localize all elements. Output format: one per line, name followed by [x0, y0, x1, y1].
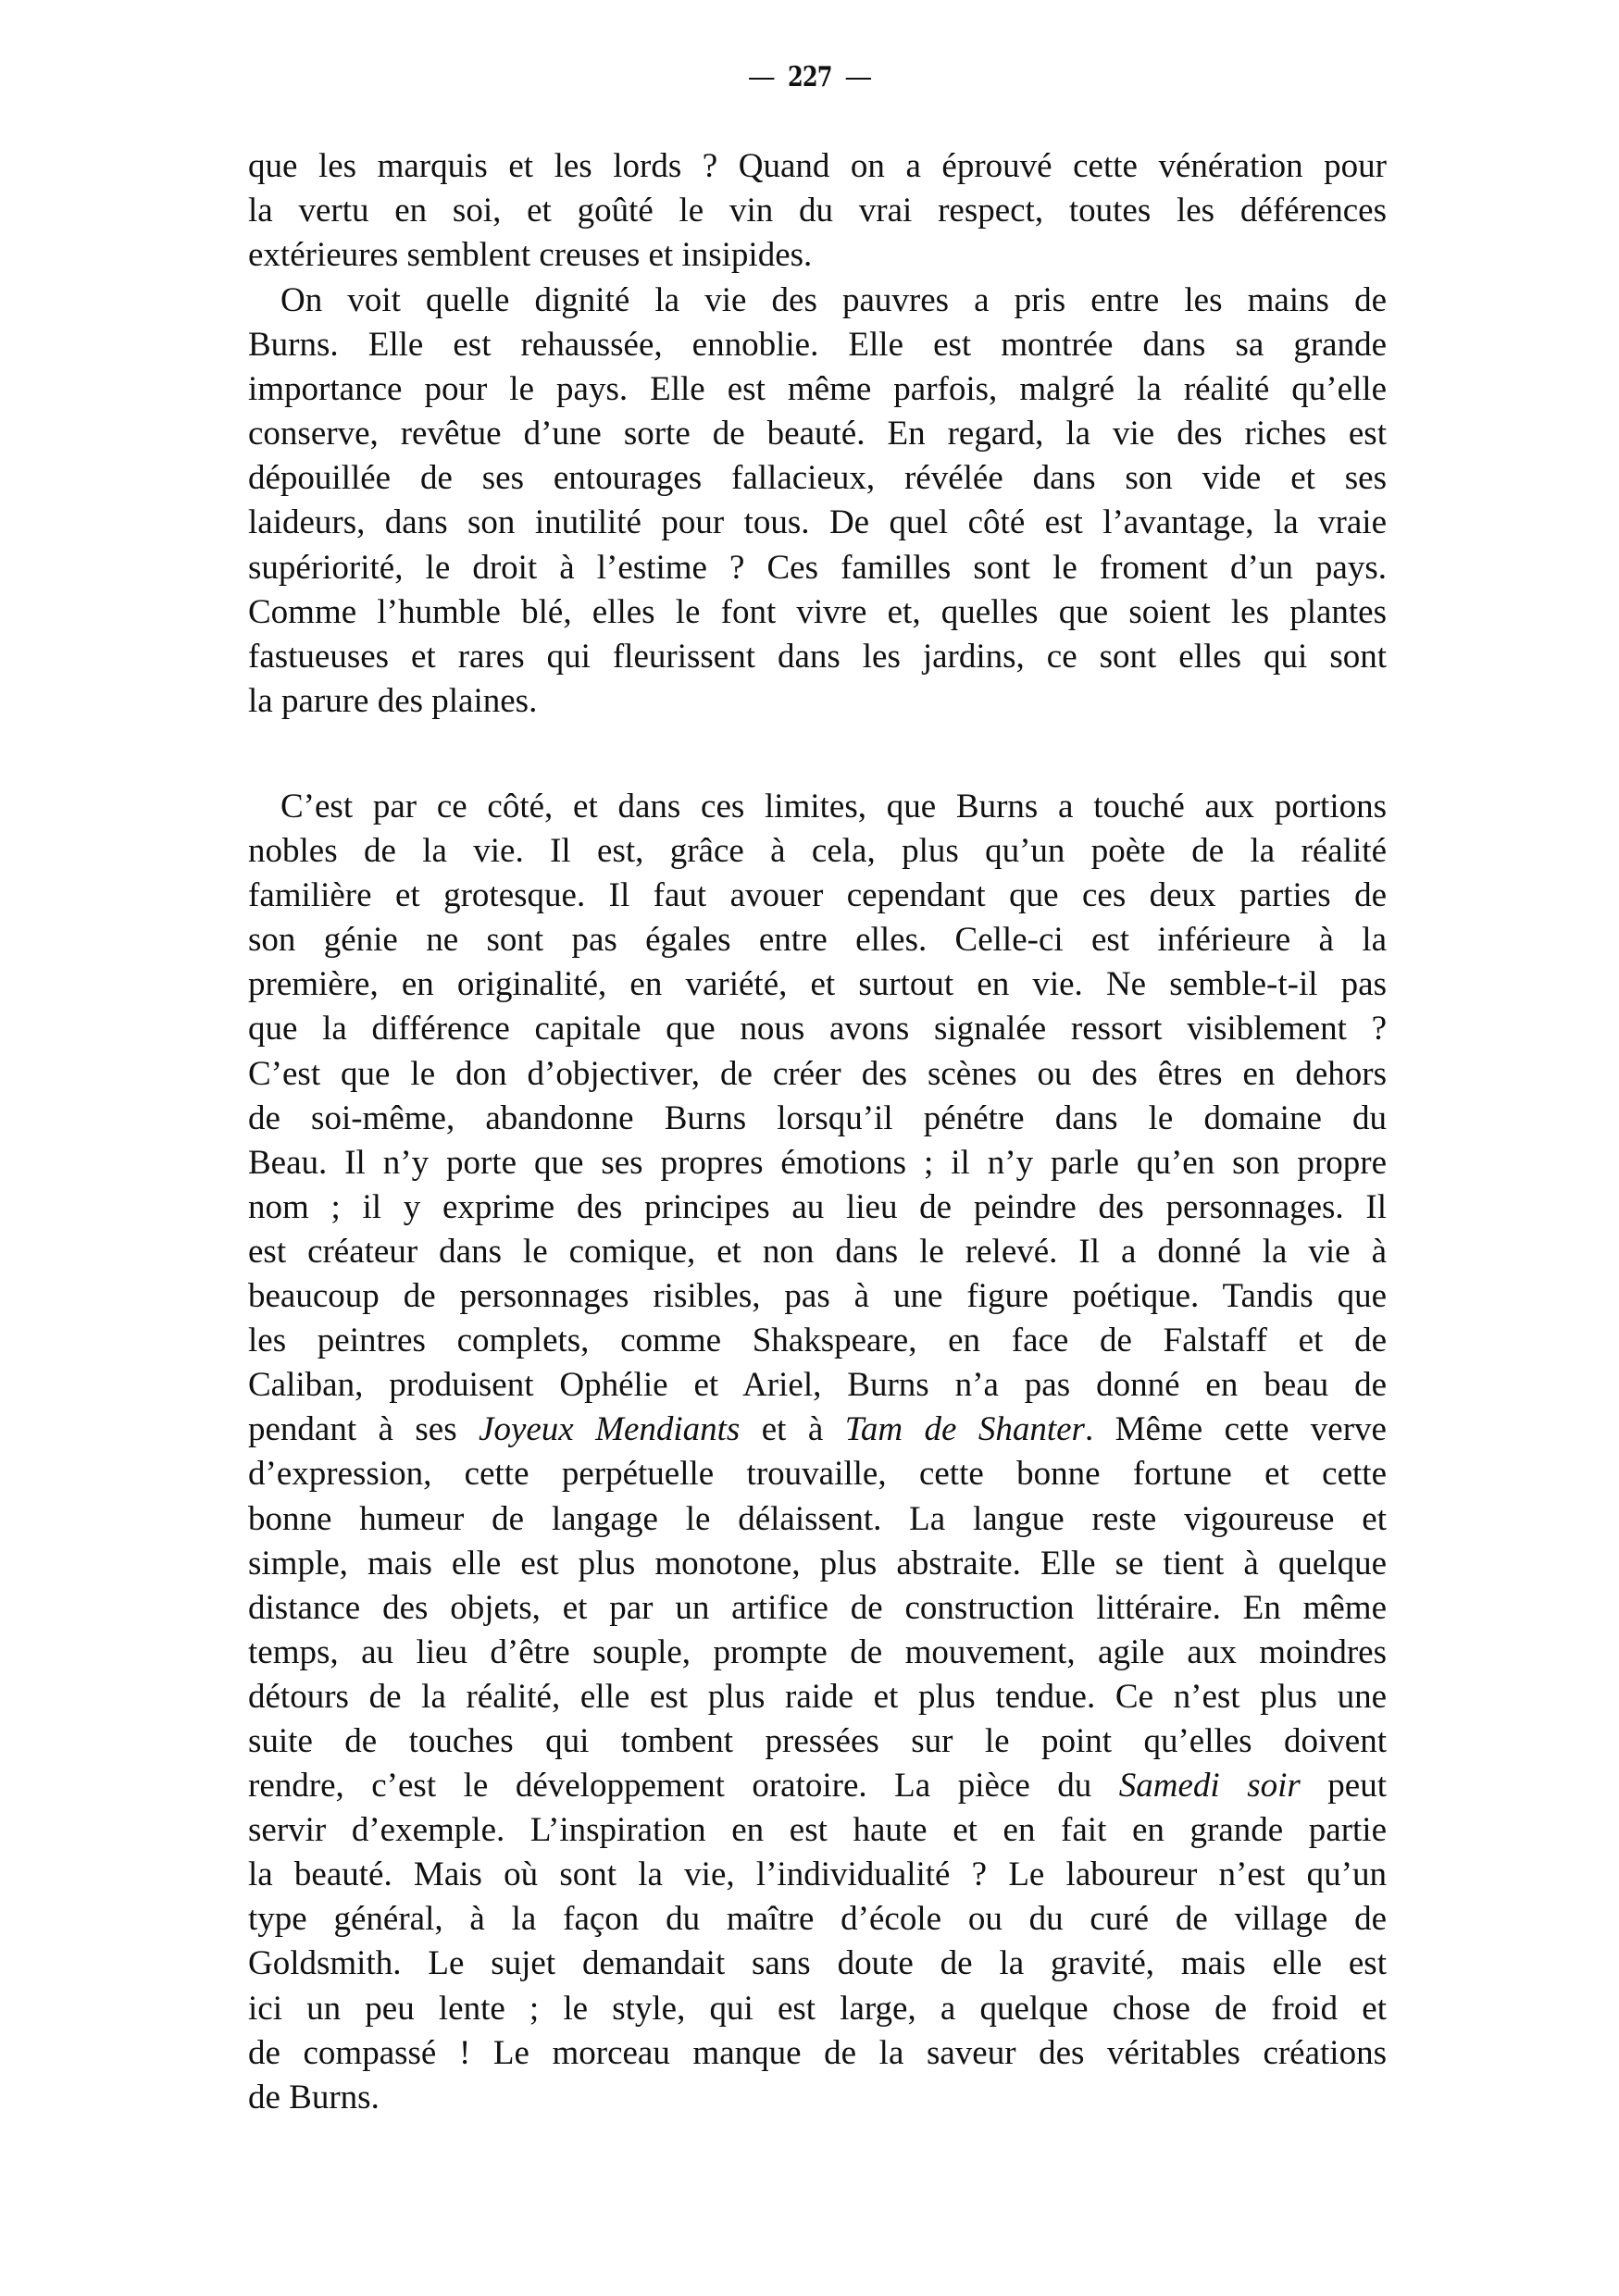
- text-line: C’est que le don d’objectiver, de créer des scènes ou des êtres en dehors: [248, 1054, 1387, 1093]
- folio-dash-right: —: [844, 61, 872, 93]
- text-line: bonne humeur de langage le délaissent. La langue reste vigoureuse et: [248, 1499, 1387, 1538]
- text-line: extérieures semblent creuses et insipides.: [248, 236, 813, 275]
- text-line: de soi-même, abandonne Burns lorsqu’il pénétre dans le domaine du: [248, 1098, 1387, 1137]
- text-line: les peintres complets, comme Shakspeare, en face de Falstaff et de: [248, 1322, 1387, 1360]
- text-line: la beauté. Mais où sont la vie, l’individualité ? Le laboureur n’est qu’un: [248, 1855, 1387, 1894]
- page-number-value: 227: [787, 61, 832, 93]
- line-text: . Même cette verve: [1084, 1410, 1387, 1449]
- text-line: ici un peu lente ; le style, qui est large, a quelque chose de froid et: [248, 1989, 1387, 2028]
- work-title-joyeux-mendiants: Joyeux Mendiants: [479, 1410, 741, 1449]
- text-line: familière et grotesque. Il faut avouer cependant que ces deux parties de: [248, 876, 1387, 915]
- text-line: Burns. Elle est rehaussée, ennoblie. Elle est montrée dans sa grande: [248, 326, 1387, 365]
- paragraph-3: [248, 785, 1387, 2120]
- text-line: la vertu en soi, et goûté le vin du vrai respect, toutes les déférences: [248, 192, 1387, 230]
- text-line: temps, au lieu d’être souple, prompte de mouvement, agile aux moindres: [248, 1632, 1387, 1671]
- text-line: la parure des plaines.: [248, 681, 538, 720]
- line-text: pendant à ses: [248, 1410, 479, 1449]
- paragraph-1: [248, 144, 1387, 278]
- text-line: Goldsmith. Le sujet demandait sans doute de la gravité, mais elle est: [248, 1944, 1387, 1983]
- text-line: servir d’exemple. L’inspiration en est haute et en fait en grande partie: [248, 1811, 1387, 1850]
- paragraph-2: [248, 279, 1387, 724]
- text-line: d’expression, cette perpétuelle trouvaille, cette bonne fortune et cette: [248, 1455, 1387, 1494]
- text-line: On voit quelle dignité la vie des pauvres a pris entre les mains de: [280, 281, 1387, 319]
- text-line: première, en originalité, en variété, et surtout en vie. Ne semble-t-il pas: [248, 965, 1387, 1004]
- text-line: son génie ne sont pas égales entre elles. Celle-ci est inférieure à la: [248, 921, 1387, 960]
- text-line: dépouillée de ses entourages fallacieux, révélée dans son vide et ses: [248, 459, 1387, 498]
- text-line: nobles de la vie. Il est, grâce à cela, plus qu’un poète de la réalité: [248, 832, 1387, 871]
- text-line: simple, mais elle est plus monotone, plus abstraite. Elle se tient à quelque: [248, 1544, 1387, 1582]
- text-line: de Burns.: [248, 2078, 380, 2116]
- text-line: de compassé ! Le morceau manque de la saveur des véritables créations: [248, 2033, 1387, 2072]
- text-line: type général, à la façon du maître d’école ou du curé de village de: [248, 1900, 1387, 1939]
- work-title-samedi-soir: Samedi soir: [1118, 1767, 1301, 1806]
- text-line: Caliban, produisent Ophélie et Ariel, Burns n’a pas donné en beau de: [248, 1366, 1387, 1405]
- text-line: que la différence capitale que nous avons signalée ressort visiblement ?: [248, 1010, 1387, 1049]
- text-line: Beau. Il n’y porte que ses propres émotions ; il n’y parle qu’en son propre: [248, 1143, 1387, 1182]
- text-line: C’est par ce côté, et dans ces limites, que Burns a touché aux portions: [280, 788, 1387, 825]
- text-line: conserve, revêtue d’une sorte de beauté. En regard, la vie des riches est: [248, 415, 1387, 453]
- text-line: importance pour le pays. Elle est même parfois, malgré la réalité qu’elle: [248, 370, 1387, 409]
- text-line: Comme l’humble blé, elles le font vivre et, quelles que soient les plantes: [248, 592, 1387, 631]
- text-line-with-titles: [248, 1408, 1387, 1452]
- text-line: suite de touches qui tombent pressées sur le point qu’elles doivent: [248, 1721, 1387, 1760]
- text-line: distance des objets, et par un artifice de construction littéraire. En même: [248, 1588, 1387, 1627]
- folio-dash-left: —: [747, 61, 775, 93]
- text-line: beaucoup de personnages risibles, pas à une figure poétique. Tandis que: [248, 1277, 1387, 1316]
- text-line-with-title: [248, 1764, 1387, 1808]
- line-text: rendre, c’est le développement oratoire. La pièce du: [248, 1767, 1119, 1806]
- text-line: est créateur dans le comique, et non dans le relevé. Il a donné la vie à: [248, 1232, 1387, 1271]
- page-number: [0, 61, 1619, 93]
- text-line: supériorité, le droit à l’estime ? Ces familles sont le froment d’un pays.: [248, 548, 1387, 587]
- line-text: peut: [1300, 1767, 1388, 1806]
- text-line: que les marquis et les lords ? Quand on a éprouvé cette vénération pour: [248, 147, 1387, 185]
- text-line: laideurs, dans son inutilité pour tous. De quel côté est l’avantage, la vraie: [248, 503, 1387, 542]
- text-line: nom ; il y exprime des principes au lieu de peindre des personnages. Il: [248, 1187, 1387, 1226]
- text-line: fastueuses et rares qui fleurissent dans les jardins, ce sont elles qui sont: [248, 637, 1387, 676]
- text-line: détours de la réalité, elle est plus raide et plus tendue. Ce n’est plus une: [248, 1677, 1387, 1716]
- work-title-tam-de-shanter: Tam de Shanter: [844, 1410, 1085, 1449]
- line-text: et à: [740, 1410, 845, 1449]
